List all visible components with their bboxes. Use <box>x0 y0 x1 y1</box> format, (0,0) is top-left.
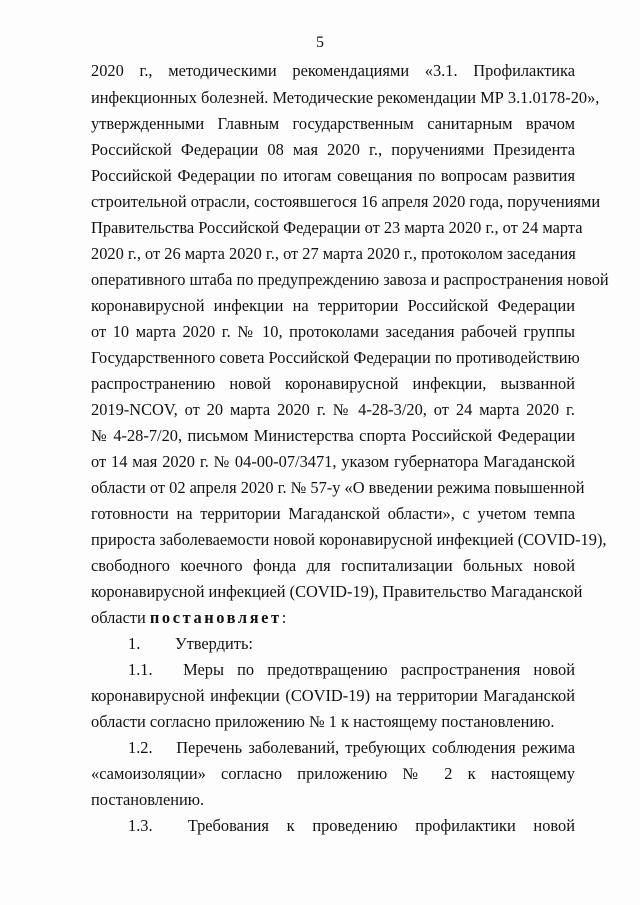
item-1-2-line <box>128 738 575 758</box>
text-line: Российской Федерации 08 мая 2020 г., поручениями Президента <box>91 140 575 159</box>
item-1-1-number: 1.1. <box>128 660 153 679</box>
item-1-2-text: Перечень заболеваний, требующих соблюдения режима <box>176 738 575 757</box>
text-line: постановлению. <box>91 790 205 809</box>
page-number: 5 <box>316 34 324 51</box>
item-1-3-text: Требования к проведению профилактики новой <box>187 816 575 835</box>
text-line: № 4-28-7/20, письмом Министерства спорта Российской Федерации <box>91 426 575 445</box>
resolution-prefix: области <box>91 608 150 627</box>
text-line: строительной отрасли, состоявшегося 16 апреля 2020 года, поручениями <box>91 192 601 211</box>
resolution-line <box>91 608 286 628</box>
text-line: готовности на территории Магаданской области», с учетом темпа <box>91 504 575 523</box>
text-line: распространению новой коронавирусной инфекции, вызванной <box>91 374 575 393</box>
text-line: 2020 г., методическими рекомендациями «3.1. Профилактика <box>91 61 575 80</box>
text-line: 2019-NCOV, от 20 марта 2020 г. № 4-28-3/20, от 24 марта 2020 г. <box>91 400 575 419</box>
resolution-verb: постановляет <box>149 608 282 627</box>
text-line: свободного коечного фонда для госпитализации больных новой <box>91 556 575 575</box>
text-line: коронавирусной инфекции (COVID-19) на территории Магаданской <box>91 686 575 705</box>
text-line: Государственного совета Российской Федерации по противодействию <box>91 348 580 367</box>
text-line: 2020 г., от 26 марта 2020 г., от 27 марта 2020 г., протоколом заседания <box>91 244 576 263</box>
item-1-1-line <box>128 660 575 680</box>
text-line: Правительства Российской Федерации от 23 марта 2020 г., от 24 марта <box>91 218 583 237</box>
item-1-1-text: Меры по предотвращению распространения новой <box>183 660 575 679</box>
text-line: прироста заболеваемости новой коронавирусной инфекцией (COVID-19), <box>91 530 607 549</box>
item-1-3-number: 1.3. <box>128 816 153 835</box>
item-1-number: 1. <box>128 634 141 653</box>
text-line: от 14 мая 2020 г. № 04-00-07/3471, указом губернатора Магаданской <box>91 452 575 471</box>
text-line: утвержденными Главным государственным санитарным врачом <box>91 114 575 133</box>
resolution-suffix: : <box>281 608 287 627</box>
item-1-3-line <box>128 816 575 836</box>
item-1-text: Утвердить: <box>175 634 253 653</box>
text-line: коронавирусной инфекцией (COVID-19), Правительство Магаданской <box>91 582 583 601</box>
text-line: области от 02 апреля 2020 г. № 57-у «О введении режима повышенной <box>91 478 585 497</box>
text-line: оперативного штаба по предупреждению завоза и распространения новой <box>91 270 609 289</box>
text-line: области согласно приложению № 1 к настоящему постановлению. <box>91 712 555 731</box>
item-1-2-number: 1.2. <box>128 738 153 757</box>
text-line: коронавирусной инфекции на территории Российской Федерации <box>91 296 575 315</box>
text-line: от 10 марта 2020 г. № 10, протоколами заседания рабочей группы <box>91 322 575 341</box>
text-line: Российской Федерации по итогам совещания по вопросам развития <box>91 166 575 185</box>
text-line: «самоизоляции» согласно приложению № 2 к настоящему <box>91 764 575 783</box>
text-line: инфекционных болезней. Методические рекомендации МР 3.1.0178-20», <box>91 88 600 107</box>
item-1 <box>128 634 253 654</box>
